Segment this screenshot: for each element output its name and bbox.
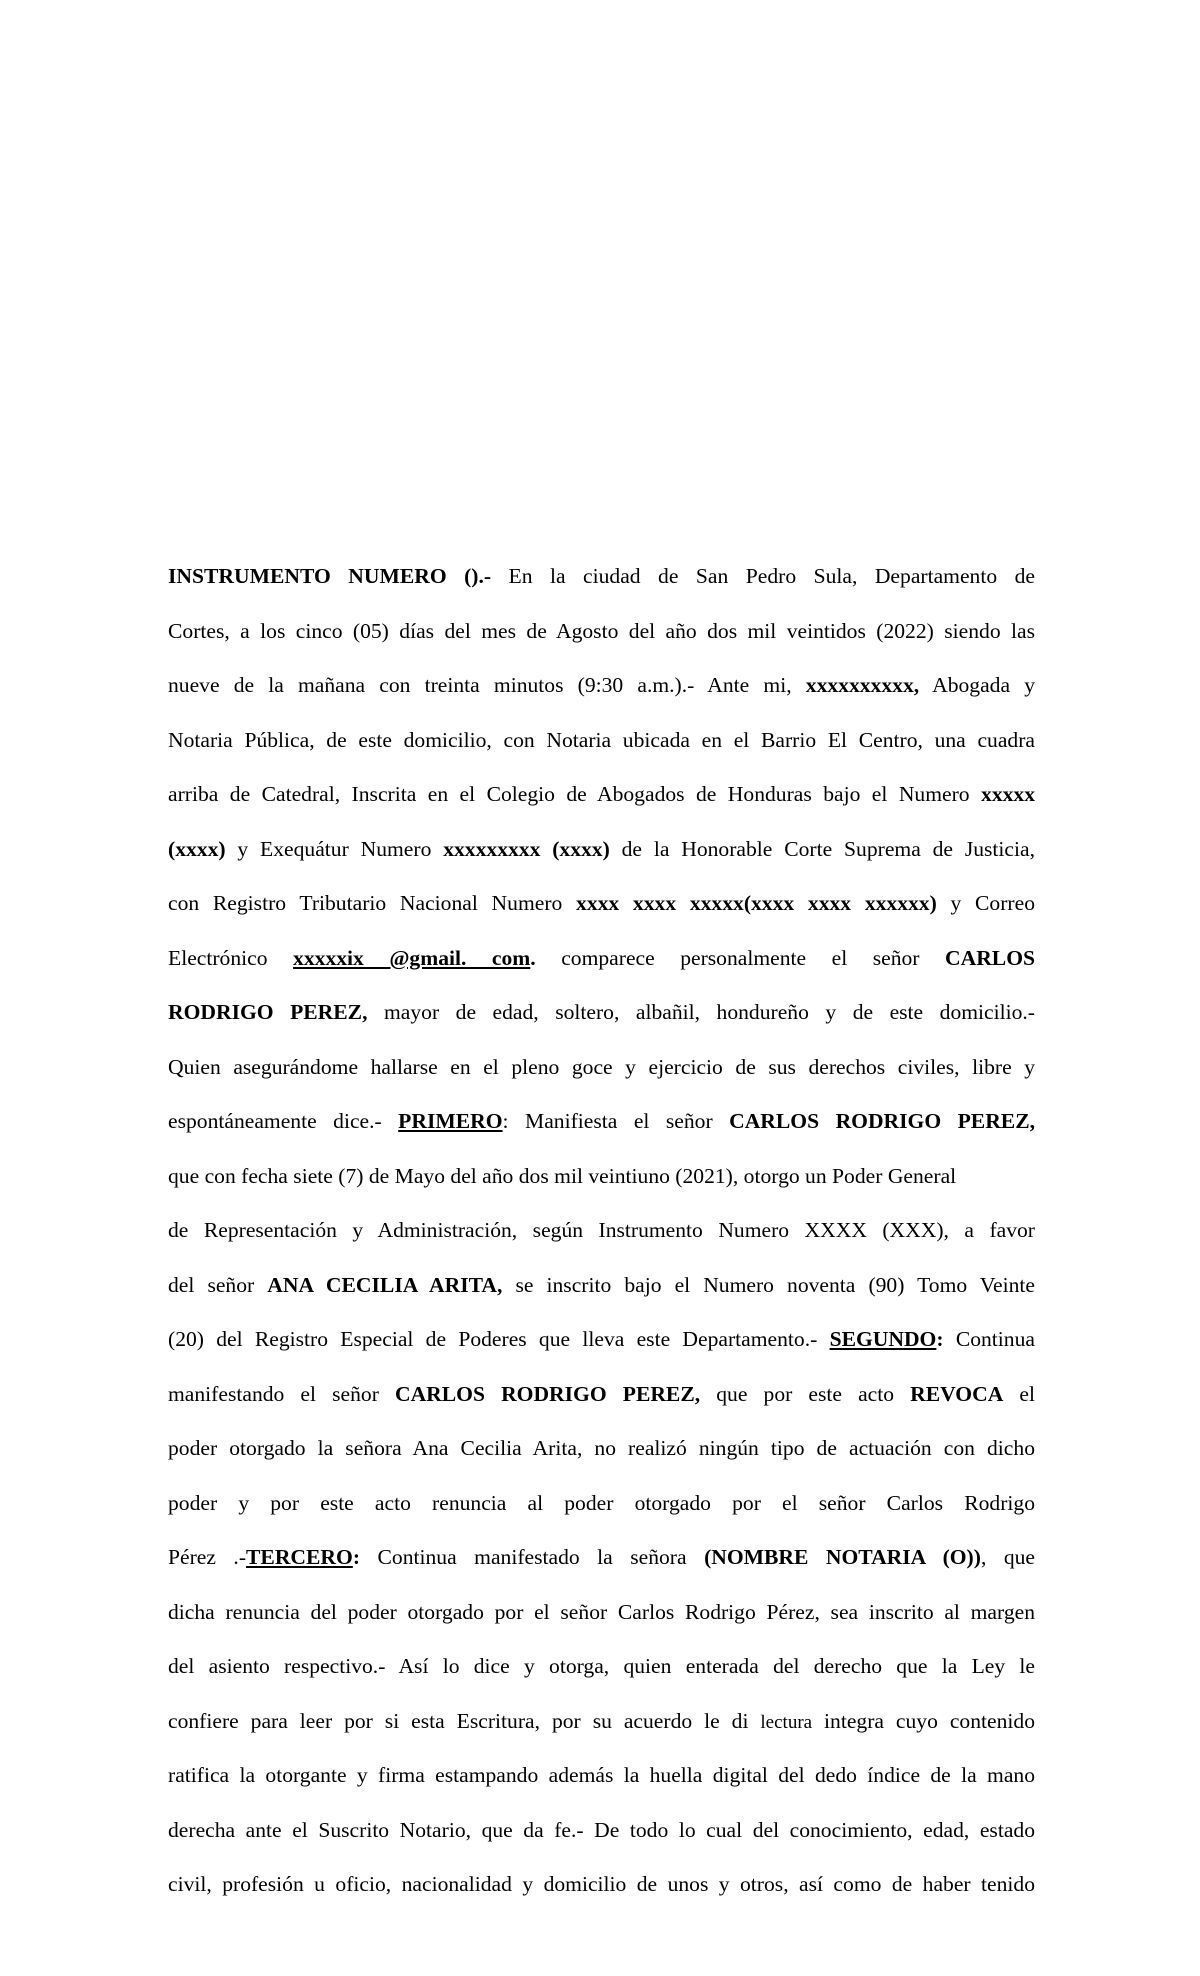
text-run: xxxxxxxxx (xxxx) [443, 836, 610, 861]
text-line [168, 658, 1035, 713]
text-run: y Exequátur Numero [225, 836, 444, 861]
text-line [168, 713, 1035, 768]
text-run: (NOMBRE NOTARIA (O)) [704, 1545, 981, 1569]
text-run: . [530, 945, 536, 970]
text-line [168, 1040, 1035, 1095]
text-run: xxxx xxxx xxxxx(xxxx xxxx xxxxxx) [576, 891, 937, 915]
text-line [168, 876, 1035, 931]
text-run: arriba de Catedral, Inscrita en el Colegio de Abogados de Honduras bajo el Numero [168, 782, 982, 806]
text-run: PRIMERO [398, 1109, 503, 1133]
text-run: REVOCA [910, 1381, 1004, 1406]
text-run: : [936, 1327, 944, 1351]
text-run: CARLOS [945, 945, 1036, 970]
text-run: SEGUNDO [829, 1327, 937, 1351]
text-line [168, 1694, 1035, 1749]
text-line [168, 1585, 1035, 1640]
text-run: CARLOS RODRIGO PEREZ, [729, 1109, 1035, 1133]
text-run: del asiento respectivo.- Así lo dice y otorga, quien enterada del derecho que la Ley le [168, 1654, 1035, 1678]
text-run: que por este acto [700, 1381, 911, 1406]
text-run: derecha ante el Suscrito Notario, que da fe.- De todo lo cual del conocimiento, edad, estado [168, 1817, 1035, 1842]
text-run: de Representación y Administración, según Instrumento Numero XXXX (XXX), a favor [168, 1218, 1035, 1242]
text-line [168, 822, 1035, 877]
text-line [168, 1421, 1035, 1476]
text-line [168, 767, 1035, 822]
text-run: poder y por este acto renuncia al poder otorgado por el señor Carlos Rodrigo [168, 1490, 1035, 1515]
text-run: ratifica la otorgante y firma estampando además la huella digital del dedo índice de la mano [168, 1763, 1035, 1787]
text-run: integra cuyo contenido [812, 1708, 1035, 1733]
text-line [168, 985, 1035, 1040]
text-run: manifestando el señor [168, 1381, 395, 1406]
text-run: dicha renuncia del poder otorgado por el señor Carlos Rodrigo Pérez, sea inscrito al margen [168, 1599, 1035, 1624]
text-run: el [1003, 1381, 1035, 1406]
text-line [168, 1367, 1035, 1422]
text-run: Electrónico [168, 945, 294, 970]
text-line [168, 549, 1035, 604]
text-line [168, 1639, 1035, 1694]
text-run: (20) del Registro Especial de Poderes que lleva este Departamento.- [168, 1327, 830, 1351]
text-run: , que [980, 1545, 1035, 1569]
text-run: Pérez .- [168, 1545, 247, 1569]
text-run: : [352, 1545, 361, 1569]
text-line [168, 931, 1035, 986]
text-run: espontáneamente dice.- [168, 1109, 399, 1133]
text-run: En la ciudad de San Pedro Sula, Departamento de [491, 564, 1035, 588]
text-line [168, 1476, 1035, 1531]
text-line [168, 1857, 1035, 1912]
text-line [168, 1203, 1035, 1258]
document-body [168, 549, 1035, 1912]
text-run: mayor de edad, soltero, albañil, hondureño y de este domicilio.- [367, 1000, 1036, 1024]
text-line [168, 1748, 1035, 1803]
text-line [168, 1149, 1035, 1204]
text-run: Notaria Pública, de este domicilio, con Notaria ubicada en el Barrio El Centro, una cuadra [168, 727, 1035, 752]
text-line [168, 1803, 1035, 1858]
text-run: se inscrito bajo el Numero noventa (90) Tomo Veinte [502, 1272, 1035, 1297]
text-run: RODRIGO PEREZ, [168, 1000, 368, 1024]
text-run: lectura [760, 1711, 813, 1733]
text-run: nueve de la mañana con treinta minutos (9:30 a.m.).- Ante mi, [168, 673, 806, 697]
text-run: comparece personalmente el señor [535, 945, 946, 970]
text-run: que con fecha siete (7) de Mayo del año dos mil veintiuno (2021), otorgo un Poder General [168, 1163, 957, 1188]
text-run: de la Honorable Corte Suprema de Justicia, [609, 836, 1035, 861]
text-run: xxxxx [981, 782, 1035, 806]
text-run: ANA CECILIA ARITA, [267, 1272, 503, 1297]
text-line [168, 1312, 1035, 1367]
text-run: y Correo [936, 891, 1035, 915]
text-line [168, 1258, 1035, 1313]
text-run: con Registro Tributario Nacional Numero [168, 891, 577, 915]
text-run: poder otorgado la señora Ana Cecilia Arita, no realizó ningún tipo de actuación con dicho [168, 1436, 1035, 1460]
text-run: Continua manifestado la señora [360, 1545, 705, 1569]
text-run: Continua [943, 1327, 1035, 1351]
text-run: del señor [168, 1272, 268, 1297]
text-line [168, 1530, 1035, 1585]
text-run: (xxxx) [168, 836, 226, 861]
text-run: : Manifiesta el señor [502, 1109, 730, 1133]
text-run: civil, profesión u oficio, nacionalidad y domicilio de unos y otros, así como de haber tenido [168, 1872, 1035, 1896]
text-run: xxxxxix @gmail. com [293, 945, 531, 970]
text-run: confiere para leer por si esta Escritura, por su acuerdo le di [168, 1708, 761, 1733]
text-run: CARLOS RODRIGO PEREZ, [394, 1381, 701, 1406]
text-run: INSTRUMENTO NUMERO ().- [168, 564, 492, 588]
text-line [168, 1094, 1035, 1149]
text-run: TERCERO [246, 1545, 353, 1569]
text-run: xxxxxxxxxx, [805, 673, 920, 697]
text-run: Quien asegurándome hallarse en el pleno goce y ejercicio de sus derechos civiles, libre y [168, 1054, 1035, 1079]
text-line [168, 604, 1035, 659]
text-run: Cortes, a los cinco (05) días del mes de Agosto del año dos mil veintidos (2022) siendo las [168, 618, 1035, 643]
text-run: Abogada y [919, 673, 1035, 697]
